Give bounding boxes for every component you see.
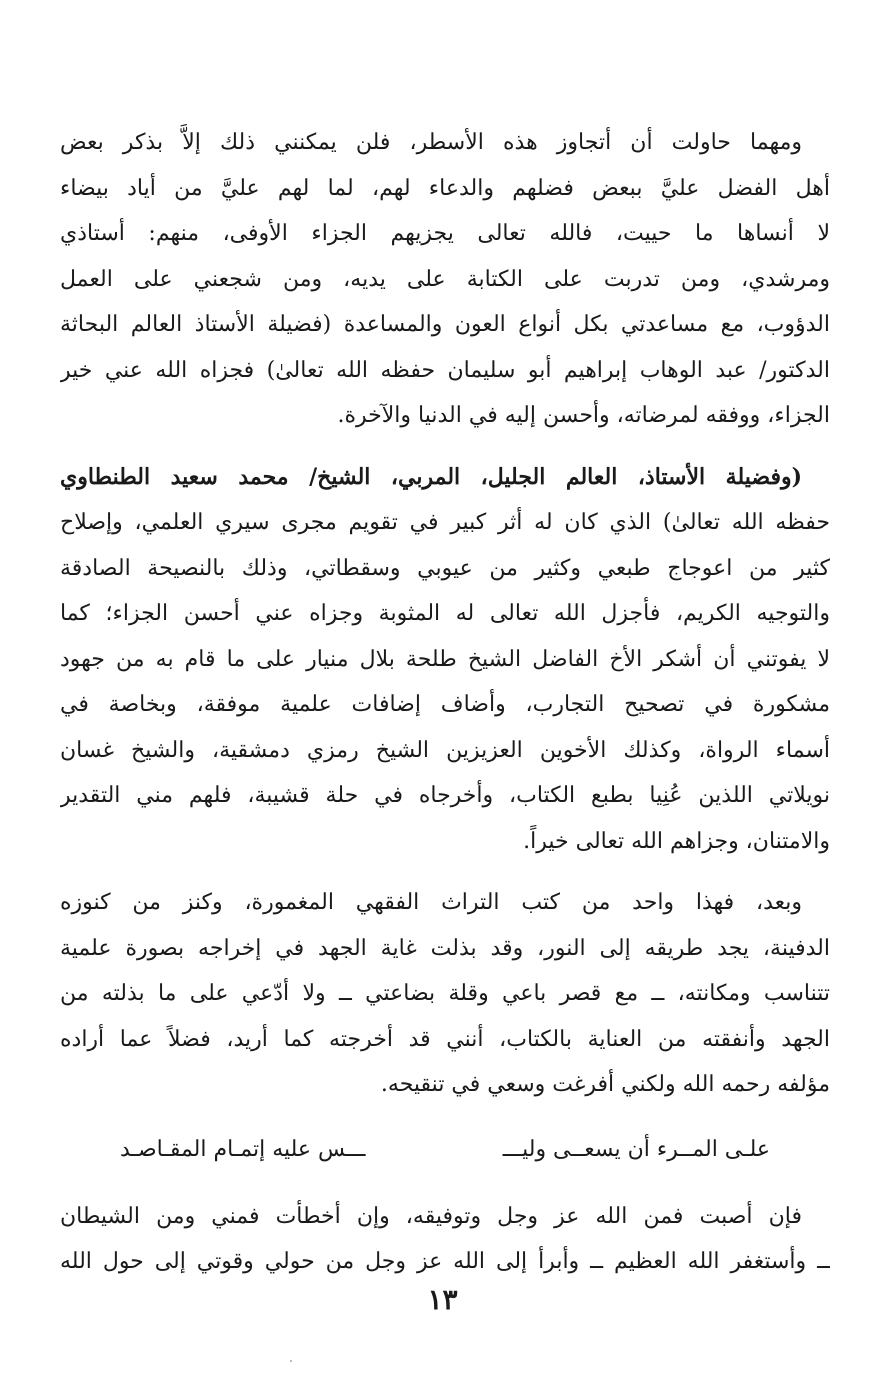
text-line: نويلاتي اللذين عُنِيا بطبع الكتاب، وأخرجاه في حلة قشيبة، فلهم مني التقدير [60,783,830,808]
text-line: والامتنان، وجزاهم الله تعالى خيراً. [523,828,830,854]
text-line: مؤلفه رحمه الله ولكني أفرغت وسعي في تنقيحه. [380,1072,830,1097]
text-line: حفظه الله تعالىٰ) الذي كان له أثر كبير في تقويم مجرى سيري العلمي، وإصلاح [60,510,830,535]
text-line: الجزاء، ووفقه لمرضاته، وأحسن إليه في الدنيا والآخرة. [337,403,830,428]
page-number: ١٣ [427,1283,458,1316]
text-line: تتناسب ومكانته، ــ مع قصر باعي وقلة بضاعتي ــ ولا أدّعي على ما بذلته من [60,981,830,1006]
text-line: كثير من اعوجاج طبعي وكثير من عيوبي وسقطاتي، وذلك بالنصيحة الصادقة [60,555,830,581]
text-line: الدكتور/ عبد الوهاب إبراهيم أبو سليمان حفظه الله تعالىٰ) فجزاه الله عني خير [60,357,830,383]
text-line: فإن أصبت فمن الله عز وجل وتوفيقه، وإن أخطأت فمني ومن الشيطان [60,1203,802,1229]
text-line: ومرشدي، ومن تدربت على الكتابة على يديه، ومن شجعني على العمل [60,266,830,292]
paragraph-acknowledgement-2 [60,455,830,865]
text-line: الجهد وأنفقته من العناية بالكتاب، أنني قد أخرجته كما أريد، فضلاً عما أراده [60,1026,830,1052]
verse-first-hemistich: علـى المــرء أن يسعــى وليـــ [502,1136,770,1162]
verse-second-hemistich: ـــس عليه إتمـام المقـاصـد [120,1136,366,1162]
text-line: أسماء الرواة، وكذلك الأخوين العزيزين الشيخ رمزي دمشقية، والشيخ غسان [60,737,830,763]
text-line: ــ وأستغفر الله العظيم ــ وأبرأ إلى الله عز وجل من حولي وقوتي إلى حول الله [60,1249,830,1274]
text-line: أهل الفضل عليَّ ببعض فضلهم والدعاء لهم، لما لهم عليَّ من أياد بيضاء [60,175,830,201]
text-line: مشكورة في تصحيح التجارب، وأضاف إضافات علمية موفقة، وبخاصة في [60,692,830,717]
paragraph-acknowledgement-1 [60,120,830,439]
text-line: لا أنساها ما حييت، فالله تعالى يجزيهم الجزاء الأوفى، منهم: أستاذي [60,221,830,246]
text-line: الدؤوب، مع مساعدتي بكل أنواع العون والمساعدة (فضيلة الأستاذ العالم البحاثة [60,312,830,337]
poetry-verse [60,1130,830,1170]
text-line: ومهما حاولت أن أتجاوز هذه الأسطر، فلن يمكنني ذلك إلاَّ بذكر بعض [60,130,802,155]
text-line: لا يفوتني أن أشكر الأخ الفاضل الشيخ طلحة بلال منيار على ما قام به من جهود [60,646,830,672]
scan-speck [290,1360,292,1362]
paragraph-book-introduction [60,880,830,1108]
page-body [60,120,830,1360]
text-line: الدفينة، يجد طريقه إلى النور، وقد بذلت غاية الجهد في إخراجه بصورة علمية [60,935,830,961]
paragraph-closing [60,1194,830,1285]
text-line: وبعد، فهذا واحد من كتب التراث الفقهي المغمورة، وكنز من كنوزه [60,890,802,915]
text-line: والتوجيه الكريم، فأجزل الله تعالى له المثوبة وجزاه عني أحسن الجزاء؛ كما [60,601,830,626]
text-line: (وفضيلة الأستاذ، العالم الجليل، المربي، الشيخ/ محمد سعيد الطنطاوي [60,463,802,490]
